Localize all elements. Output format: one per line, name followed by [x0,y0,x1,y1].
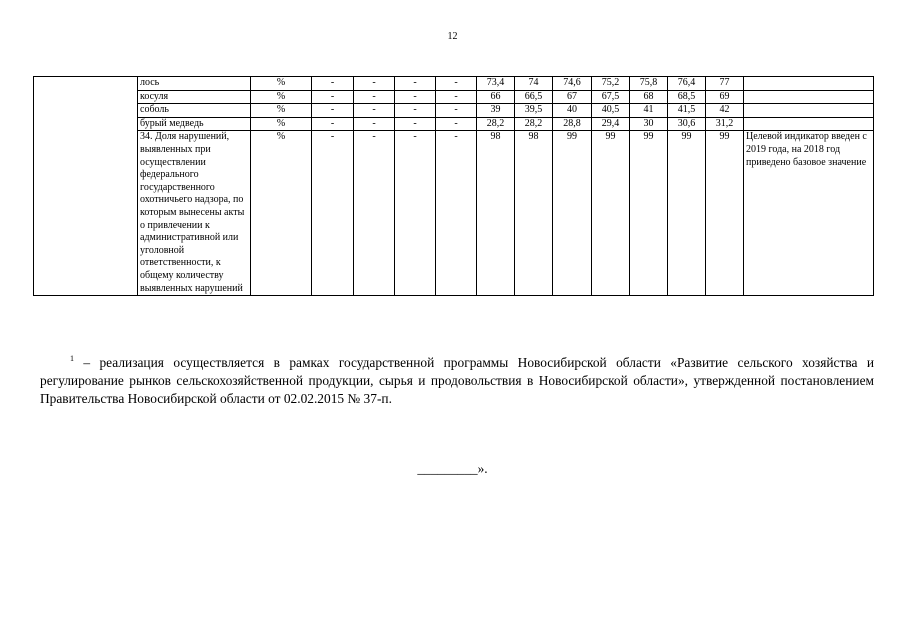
value-cell: 66,5 [515,90,553,104]
indicator-name-cell: косуля [138,90,251,104]
note-cell: Целевой индикатор введен с 2019 года, на 2018 год приведено базовое значение [744,131,874,296]
value-cell: 40,5 [592,104,630,118]
value-cell: - [312,77,354,91]
note-cell [744,90,874,104]
value-cell: - [312,131,354,296]
value-cell: 30,6 [668,117,706,131]
value-cell: - [312,90,354,104]
value-cell: 28,8 [553,117,592,131]
value-cell: 40 [553,104,592,118]
unit-cell: % [251,90,312,104]
indicator-name-cell: 34. Доля нарушений, выявленных при осуществлении федерального государственного охотничьего надзора, по которым вынесены акты о привлечении к административной или уголовной ответственности, к общему количеству выявленных нарушений [138,131,251,296]
note-cell [744,104,874,118]
value-cell: - [395,131,436,296]
indicator-name-cell: лось [138,77,251,91]
value-cell: 39 [477,104,515,118]
value-cell: 69 [706,90,744,104]
value-cell: 99 [706,131,744,296]
value-cell: - [354,77,395,91]
value-cell: - [436,90,477,104]
value-cell: - [312,117,354,131]
value-cell: - [436,77,477,91]
footnote [40,354,874,408]
group-cell [34,77,138,296]
footnote-text: – реализация осуществляется в рамках государственной программы Новосибирской области «Развитие сельского хозяйства и регулирование рынков сельскохозяйственной продукции, сырья и продовольствия в Новосибирской области», утвержденной постановлением Правительства Новосибирской области от 02.02.2015 № 37-п. [40,355,874,406]
value-cell: - [395,90,436,104]
value-cell: 99 [630,131,668,296]
value-cell: - [395,77,436,91]
page-number: 12 [447,31,458,42]
value-cell: 73,4 [477,77,515,91]
closing-mark: _________». [417,461,488,476]
value-cell: 99 [553,131,592,296]
value-cell: 28,2 [477,117,515,131]
value-cell: 67,5 [592,90,630,104]
value-cell: 98 [477,131,515,296]
note-cell [744,77,874,91]
value-cell: 29,4 [592,117,630,131]
note-cell [744,117,874,131]
value-cell: - [436,117,477,131]
value-cell: 77 [706,77,744,91]
value-cell: - [312,104,354,118]
table-row [34,90,874,104]
indicator-name-cell: соболь [138,104,251,118]
value-cell: 76,4 [668,77,706,91]
value-cell: 30 [630,117,668,131]
value-cell: 98 [515,131,553,296]
value-cell: 42 [706,104,744,118]
value-cell: - [354,117,395,131]
value-cell: 75,8 [630,77,668,91]
value-cell: - [354,131,395,296]
value-cell: 66 [477,90,515,104]
value-cell: - [395,117,436,131]
value-cell: 74 [515,77,553,91]
indicator-name-cell: бурый медведь [138,117,251,131]
table-row [34,77,874,91]
unit-cell: % [251,117,312,131]
value-cell: 28,2 [515,117,553,131]
table-row [34,117,874,131]
value-cell: 41,5 [668,104,706,118]
value-cell: 74,6 [553,77,592,91]
table-row [34,131,874,296]
unit-cell: % [251,131,312,296]
value-cell: 99 [592,131,630,296]
value-cell: - [354,104,395,118]
value-cell: 68,5 [668,90,706,104]
value-cell: 99 [668,131,706,296]
value-cell: 41 [630,104,668,118]
value-cell: - [395,104,436,118]
indicator-table [33,76,874,296]
unit-cell: % [251,104,312,118]
value-cell: 67 [553,90,592,104]
value-cell: - [436,131,477,296]
value-cell: 75,2 [592,77,630,91]
value-cell: 31,2 [706,117,744,131]
value-cell: - [436,104,477,118]
value-cell: 39,5 [515,104,553,118]
unit-cell: % [251,77,312,91]
table-row [34,104,874,118]
value-cell: 68 [630,90,668,104]
value-cell: - [354,90,395,104]
footnote-marker: 1 [70,354,74,363]
